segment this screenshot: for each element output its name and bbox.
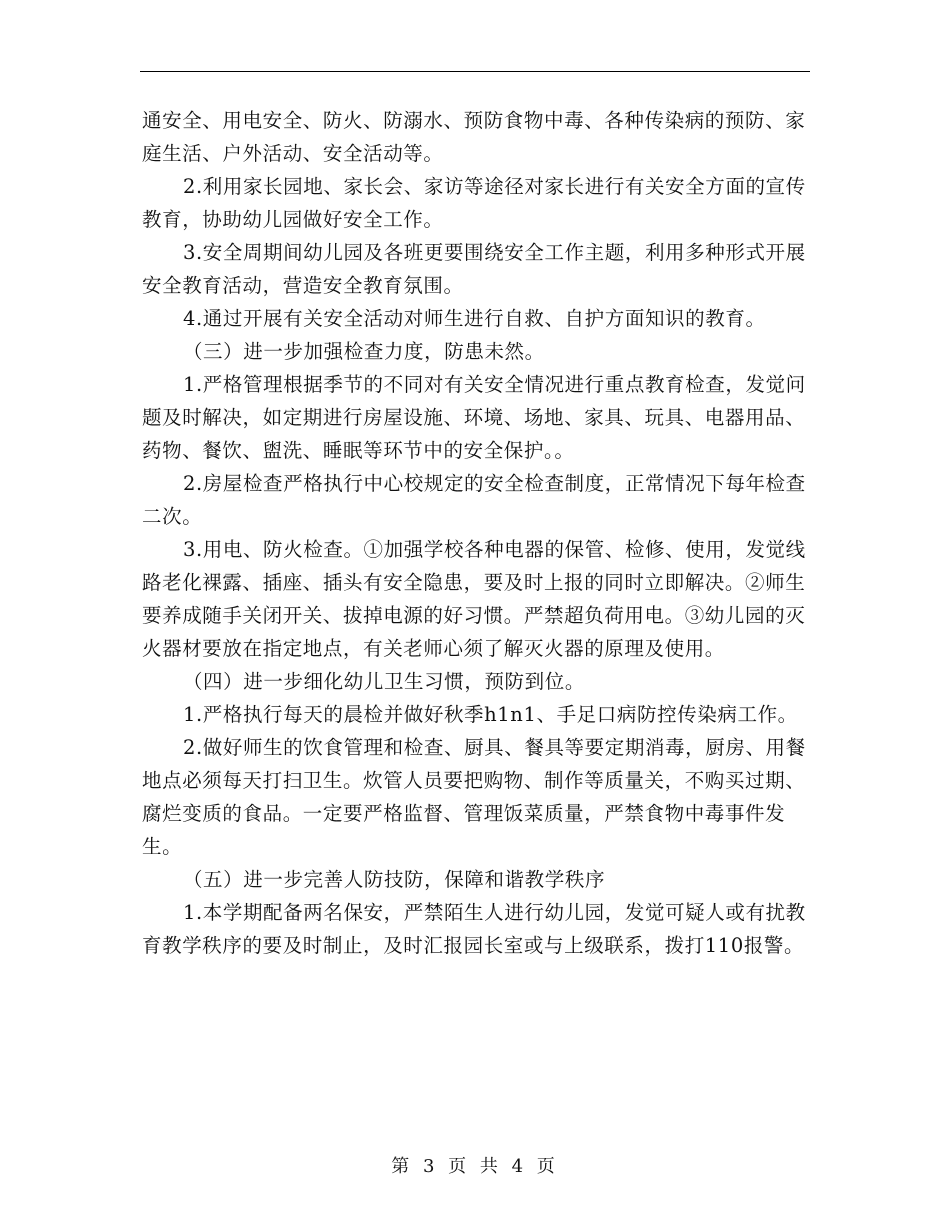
- paragraph: 1.本学期配备两名保安，严禁陌生人进行幼儿园，发觉可疑人或有扰教育教学秩序的要及时制止，及时汇报园长室或与上级联系，拨打110报警。: [142, 901, 806, 957]
- paragraph: 1.严格执行每天的晨检并做好秋季h1n1、手足口病防控传染病工作。: [182, 703, 798, 726]
- page-number: 第 3 页 共 4 页: [391, 1156, 559, 1177]
- paragraph: 2.房屋检查严格执行中心校规定的安全检查制度，正常情况下每年检查二次。: [142, 472, 806, 528]
- paragraph: 2.利用家长园地、家长会、家访等途径对家长进行有关安全方面的宣传教育，协助幼儿园做好安全工作。: [142, 175, 806, 231]
- header-rule: [140, 71, 810, 72]
- section-heading: （三）进一步加强检查力度，防患未然。: [182, 340, 545, 363]
- paragraph: 3.用电、防火检查。①加强学校各种电器的保管、检修、使用，发觉线路老化裸露、插座、插头有安全隐患，要及时上报的同时立即解决。②师生要养成随手关闭开关、拔掉电源的好习惯。严禁超负荷用电。③幼儿园的灭火器材要放在指定地点，有关老师心须了解灭火器的原理及使用。: [142, 538, 806, 660]
- paragraph: 3.安全周期间幼儿园及各班更要围绕安全工作主题，利用多种形式开展安全教育活动，营造安全教育氛围。: [142, 241, 806, 297]
- paragraph: 1.严格管理根据季节的不同对有关安全情况进行重点教育检查，发觉问题及时解决，如定期进行房屋设施、环境、场地、家具、玩具、电器用品、药物、餐饮、盥洗、睡眠等环节中的安全保护。。: [142, 373, 806, 462]
- section-heading: （五）进一步完善人防技防，保障和谐教学秩序: [182, 868, 606, 891]
- paragraph: 2.做好师生的饮食管理和检查、厨具、餐具等要定期消毒，厨房、用餐地点必须每天打扫卫生。炊管人员要把购物、制作等质量关，不购买过期、腐烂变质的食品。一定要严格监督、管理饭菜质量，严禁食物中毒事件发生。: [142, 736, 806, 858]
- section-heading: （四）进一步细化幼儿卫生习惯，预防到位。: [182, 670, 585, 693]
- paragraph: 通安全、用电安全、防火、防溺水、预防食物中毒、各种传染病的预防、家庭生活、户外活动、安全活动等。: [142, 109, 806, 165]
- document-body: [142, 104, 810, 962]
- paragraph: 4.通过开展有关安全活动对师生进行自救、自护方面知识的教育。: [182, 307, 766, 330]
